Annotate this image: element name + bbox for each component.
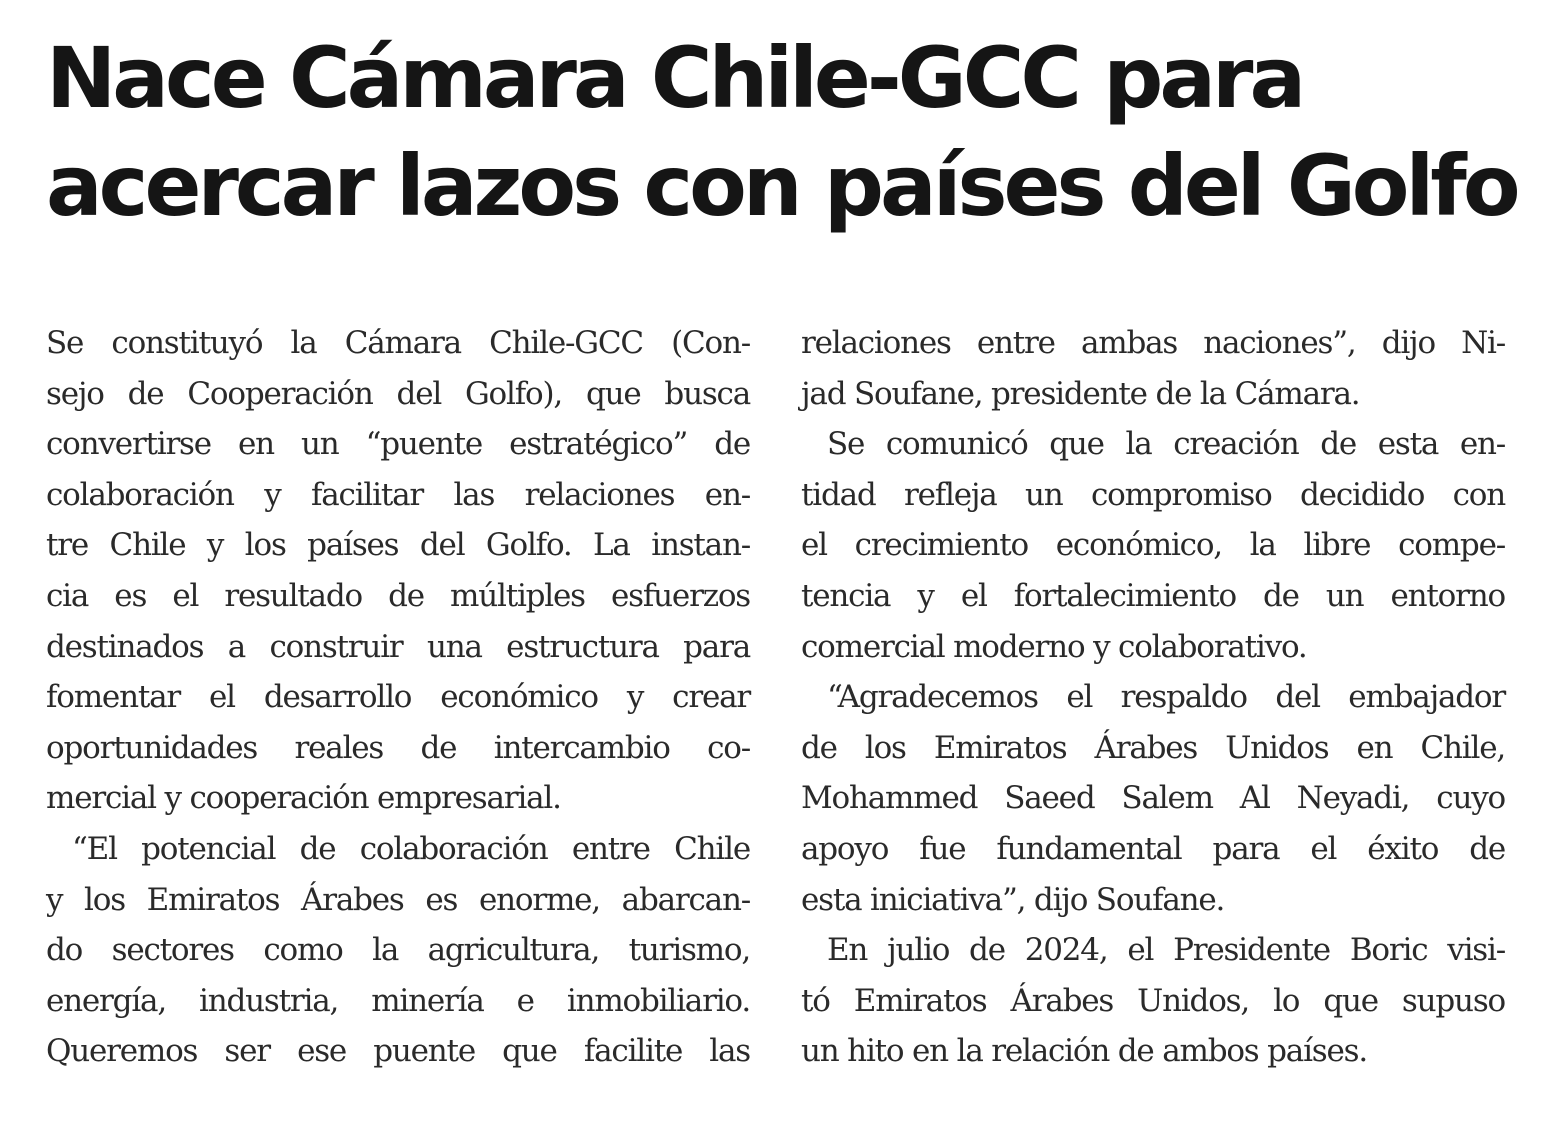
body-line: En julio de 2024, el Presidente Boric visi- — [827, 932, 1505, 969]
headline-line-2: acercar lazos con países del Golfo — [46, 137, 1517, 235]
body-line: tencia y el fortalecimiento de un entorno — [801, 577, 1505, 614]
body-line: “Agradecemos el respaldo del embajador — [827, 679, 1505, 716]
body-line: el crecimiento económico, la libre compe- — [801, 527, 1505, 564]
body-line: sejo de Cooperación del Golfo), que busca — [46, 375, 750, 412]
body-line: cia es el resultado de múltiples esfuerzos — [46, 577, 750, 614]
body-line: Mohammed Saeed Salem Al Neyadi, cuyo — [801, 780, 1505, 817]
body-line: Se comunicó que la creación de esta en- — [827, 426, 1505, 463]
body-line: apoyo fue fundamental para el éxito de — [801, 830, 1505, 867]
body-line: de los Emiratos Árabes Unidos en Chile, — [801, 729, 1505, 766]
body-line: colaboración y facilitar las relaciones en- — [46, 476, 750, 513]
body-line: comercial moderno y colaborativo. — [801, 628, 1307, 665]
body-line: destinados a construir una estructura para — [46, 628, 750, 665]
body-line: fomentar el desarrollo económico y crear — [46, 679, 750, 716]
body-line: esta iniciativa”, dijo Soufane. — [801, 881, 1225, 918]
body-line: Queremos ser ese puente que facilite las — [46, 1033, 750, 1070]
body-line: mercial y cooperación empresarial. — [46, 780, 561, 817]
article-headline — [46, 24, 1517, 240]
body-line: jad Soufane, presidente de la Cámara. — [801, 375, 1360, 412]
body-line: convertirse en un “puente estratégico” de — [46, 426, 750, 463]
body-column-right — [801, 318, 1505, 1077]
headline-line-1: Nace Cámara Chile-GCC para — [46, 29, 1303, 127]
body-column-left — [46, 318, 750, 1077]
body-line: tre Chile y los países del Golfo. La instan- — [46, 527, 750, 564]
body-line: “El potencial de colaboración entre Chile — [72, 830, 750, 867]
body-line: Se constituyó la Cámara Chile-GCC (Con- — [46, 325, 750, 361]
body-line: oportunidades reales de intercambio co- — [46, 729, 750, 766]
body-line: tó Emiratos Árabes Unidos, lo que supuso — [801, 982, 1505, 1019]
body-line: relaciones entre ambas naciones”, dijo Ni- — [801, 325, 1505, 361]
body-line: energía, industria, minería e inmobiliario. — [46, 982, 750, 1019]
body-line: un hito en la relación de ambos países. — [801, 1033, 1368, 1070]
body-line: tidad refleja un compromiso decidido con — [801, 476, 1505, 513]
body-line: do sectores como la agricultura, turismo, — [46, 932, 750, 969]
body-line: y los Emiratos Árabes es enorme, abarcan- — [46, 881, 750, 918]
